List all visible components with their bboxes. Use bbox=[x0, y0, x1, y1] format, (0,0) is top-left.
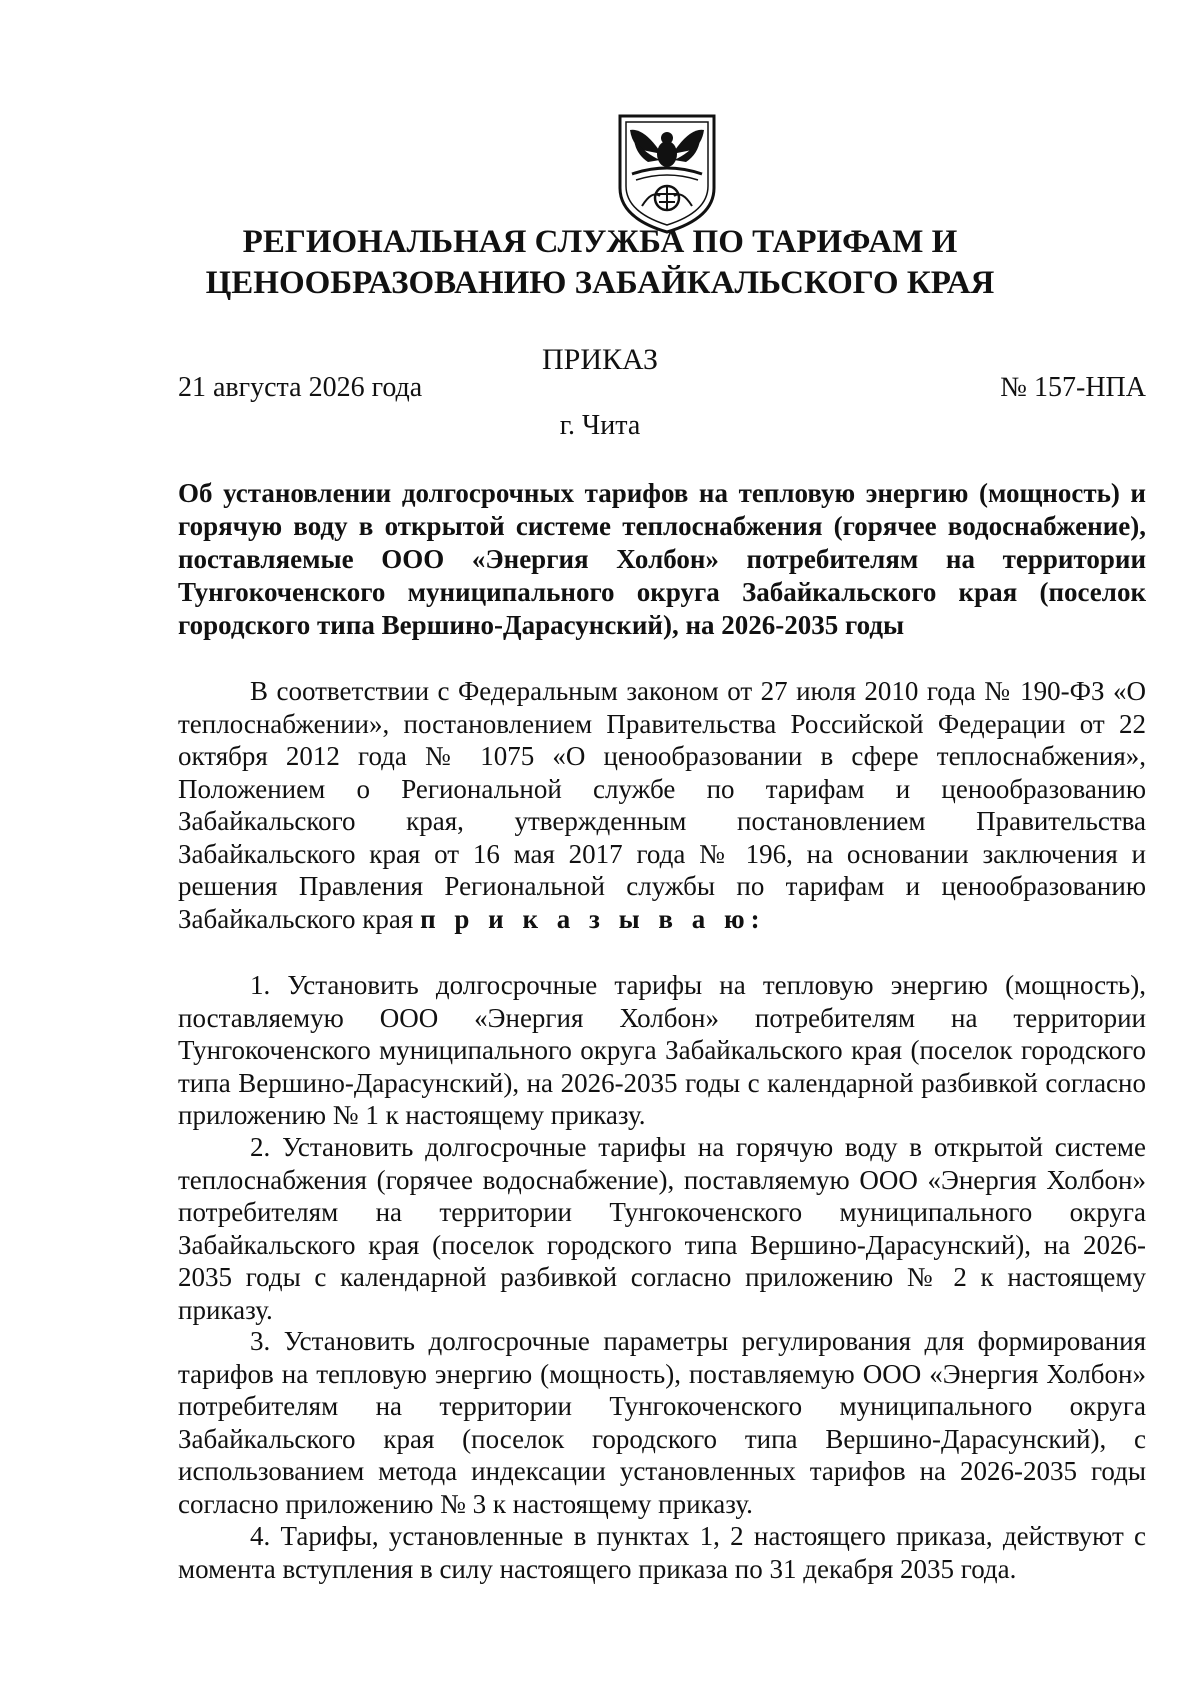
preamble-text: В соответствии с Федеральным законом от 27 июля 2010 года № 190-ФЗ «О теплоснабжении», постановлением Правительства Российской Федерации от 22 октября 2012 года № 1075 «О ценообразовании в сфере теплоснабжения», Положением о Региональной службе по тарифам и ценообразованию Забайкальского края, утвержденным постановлением Правительства Забайкальского края от 16 мая 2017 года № 196, на основании заключения и решения Правления Региональной службы по тарифам и ценообразованию Забайкальского края bbox=[178, 676, 1146, 934]
list-item: 1. Установить долгосрочные тарифы на тепловую энергию (мощность), поставляемую ООО «Энергия Холбон» потребителям на территории Тунгокоченского муниципального округа Забайкальского края (поселок городского типа Вершино-Дарасунский), на 2026-2035 годы с календарной разбивкой согласно приложению № 1 к настоящему приказу. bbox=[178, 970, 1146, 1130]
document-date: 21 августа 2026 года bbox=[178, 372, 423, 403]
preamble-paragraph bbox=[178, 675, 1146, 935]
list-item: 2. Установить долгосрочные тарифы на горячую воду в открытой системе теплоснабжения (горячее водоснабжение), поставляемую ООО «Энергия Холбон» потребителям на территории Тунгокоченского муниципального округа Забайкальского края (поселок городского типа Вершино-Дарасунский), на 2026-2035 годы с календарной разбивкой согласно приложению № 2 к настоящему приказу. bbox=[178, 1132, 1146, 1325]
coat-of-arms-emblem bbox=[612, 110, 722, 235]
list-item: 4. Тарифы, установленные в пунктах 1, 2 настоящего приказа, действуют с момента вступления в силу настоящего приказа по 31 декабря 2035 года. bbox=[178, 1521, 1146, 1584]
organization-name-line1: РЕГИОНАЛЬНАЯ СЛУЖБА ПО ТАРИФАМ И bbox=[242, 224, 958, 260]
document-title: Об установлении долгосрочных тарифов на тепловую энергию (мощность) и горячую воду в открытой системе теплоснабжения (горячее водоснабжение), поставляемые ООО «Энергия Холбон» потребителям на территории Тунгокоченского муниципального округа Забайкальского края (поселок городского типа Вершино-Дарасунский), на 2026-2035 годы bbox=[178, 478, 1146, 640]
document-type: ПРИКАЗ bbox=[542, 343, 658, 376]
document-city: г. Чита bbox=[559, 410, 641, 441]
list-item: 3. Установить долгосрочные параметры регулирования для формирования тарифов на тепловую энергию (мощность), поставляемую ООО «Энергия Холбон» потребителям на территории Тунгокоченского муниципального округа Забайкальского края (поселок городского типа Вершино-Дарасунский), с использованием метода индексации установленных тарифов на 2026-2035 годы согласно приложению № 3 к настоящему приказу. bbox=[178, 1326, 1146, 1519]
order-keyword: п р и к а з ы в а ю: bbox=[420, 903, 766, 934]
organization-name-line2: ЦЕНООБРАЗОВАНИЮ ЗАБАЙКАЛЬСКОГО КРАЯ bbox=[205, 265, 995, 301]
document-number: № 157-НПА bbox=[1000, 372, 1146, 403]
